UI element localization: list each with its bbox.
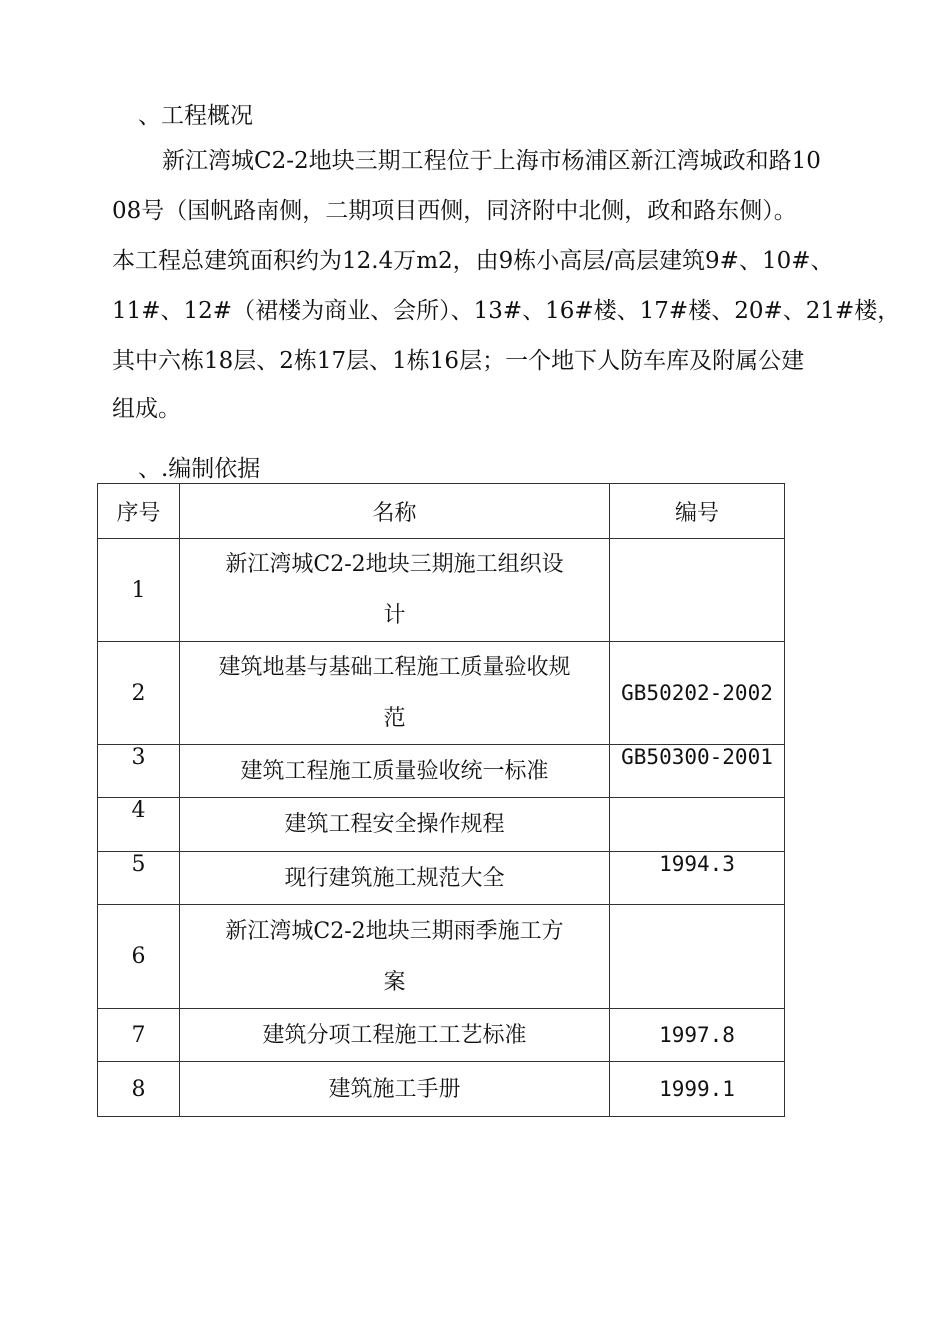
row-index: 4 xyxy=(98,798,180,852)
section-heading-basis: 、.编制依据 xyxy=(138,456,261,482)
row-name: 现行建筑施工规范大全 xyxy=(180,852,610,905)
table-row xyxy=(98,1062,785,1117)
overview-line-4: 11#、12#（裙楼为商业、会所）、13#、16#楼、17#楼、20#、21#楼， xyxy=(112,298,901,324)
overview-line-2: 08号（国帆路南侧，二期项目西侧，同济附中北侧，政和路东侧）。 xyxy=(112,198,797,224)
row-name xyxy=(180,642,610,745)
row-code: GB50202-2002 xyxy=(610,642,785,745)
row-index: 3 xyxy=(98,745,180,798)
header-index: 序号 xyxy=(98,484,180,539)
header-code: 编号 xyxy=(610,484,785,539)
row-code xyxy=(610,539,785,642)
row-code: 1997.8 xyxy=(610,1009,785,1062)
table-row xyxy=(98,905,785,1009)
row-name-line-2: 案 xyxy=(383,969,406,995)
table-row xyxy=(98,642,785,745)
row-index: 6 xyxy=(98,905,180,1009)
row-code: 1994.3 xyxy=(610,852,785,905)
row-index: 2 xyxy=(98,642,180,745)
table-row xyxy=(98,852,785,905)
row-code xyxy=(610,905,785,1009)
row-index: 7 xyxy=(98,1009,180,1062)
row-name xyxy=(180,905,610,1009)
row-code xyxy=(610,798,785,852)
row-name-line-1: 建筑地基与基础工程施工质量验收规 xyxy=(218,655,571,680)
table-row xyxy=(98,1009,785,1062)
row-name: 建筑工程施工质量验收统一标准 xyxy=(180,745,610,798)
row-name-line-2: 范 xyxy=(383,706,406,731)
row-name-line-1: 新江湾城C2-2地块三期施工组织设 xyxy=(225,552,564,577)
overview-line-1: 新江湾城C2-2地块三期工程位于上海市杨浦区新江湾城政和路10 xyxy=(162,148,821,174)
row-index: 5 xyxy=(98,852,180,905)
row-name xyxy=(180,539,610,642)
header-name: 名称 xyxy=(180,484,610,539)
basis-table xyxy=(97,483,785,1117)
table-header-row xyxy=(98,484,785,539)
row-index: 1 xyxy=(98,539,180,642)
row-code: GB50300-2001 xyxy=(610,745,785,798)
row-name-line-2: 计 xyxy=(383,603,406,628)
table-row xyxy=(98,745,785,798)
row-name: 建筑施工手册 xyxy=(180,1062,610,1117)
row-name: 建筑工程安全操作规程 xyxy=(180,798,610,852)
table-row xyxy=(98,798,785,852)
row-name-line-1: 新江湾城C2-2地块三期雨季施工方 xyxy=(225,918,564,944)
overview-line-3: 本工程总建筑面积约为12.4万m2，由9栋小高层/高层建筑9#、10#、 xyxy=(112,248,834,274)
overview-line-5: 其中六栋18层、2栋17层、1栋16层；一个地下人防车库及附属公建 xyxy=(112,348,805,374)
table-row xyxy=(98,539,785,642)
overview-line-6: 组成。 xyxy=(112,396,181,422)
row-code: 1999.1 xyxy=(610,1062,785,1117)
row-name: 建筑分项工程施工工艺标准 xyxy=(180,1009,610,1062)
row-index: 8 xyxy=(98,1062,180,1117)
section-heading-project-overview: 、工程概况 xyxy=(138,103,253,129)
